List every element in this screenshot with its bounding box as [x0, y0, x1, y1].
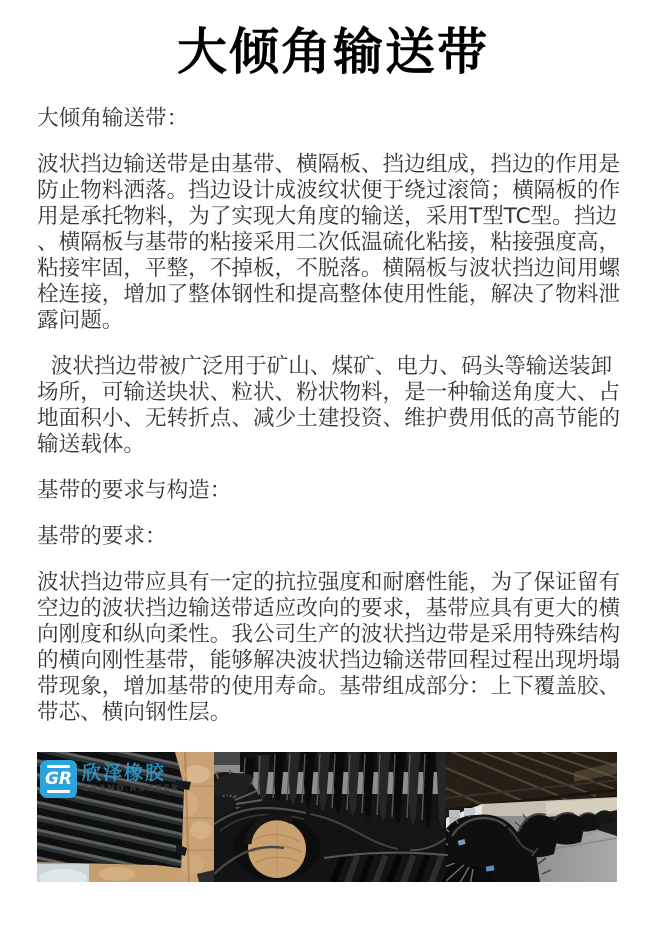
- brand-text-block: [82, 760, 180, 794]
- photo-factory-belts-row: [446, 752, 617, 882]
- intro-heading: 大倾角输送带：: [37, 106, 189, 131]
- photo-corrugated-strips-stack: [37, 752, 214, 882]
- heading-base-belt-requirements: 基带的要求：: [37, 524, 167, 549]
- brand-name-chinese: 欣泽橡胶: [82, 762, 167, 784]
- factory-illustration: [446, 752, 617, 882]
- belt-coil-illustration: [214, 752, 446, 882]
- brand-watermark: [40, 760, 180, 798]
- brand-logo-mark: [40, 760, 77, 798]
- heading-base-belt-requirements-structure: 基带的要求与构造：: [37, 478, 232, 503]
- page-title: 大倾角输送带: [177, 23, 489, 81]
- photo-sidewall-belt-coil: [214, 752, 446, 882]
- brand-name-english: GRAND RUBBER: [82, 784, 180, 794]
- article-body: [0, 106, 666, 882]
- paragraph-base-belt-details: 波状挡边带应具有一定的抗拉强度和耐磨性能，为了保证留有空边的波状挡边输送带适应改向的要求，基带应具有更大的横向刚度和纵向柔性。我公司生产的波状挡边带是采用特殊结构的横向刚性基带，能够解决波状挡边输送带回程过程出现坍塌带现象，增加基带的使用寿命。基带组成部分：上下覆盖胶、带芯、横向钢性层。: [37, 570, 621, 725]
- paragraph-applications: 波状挡边带被广泛用于矿山、煤矿、电力、码头等输送装卸场所，可输送块状、粒状、粉状物料，是一种输送角度大、占地面积小、无转折点、减少土建投资、维护费用低的高节能的输送载体。: [37, 354, 621, 457]
- brand-monogram: GR: [44, 768, 73, 789]
- photo-row: [37, 752, 628, 882]
- paragraph-belt-structure: 波状挡边输送带是由基带、横隔板、挡边组成，挡边的作用是防止物料洒落。挡边设计成波纹状便于绕过滚筒；横隔板的作用是承托物料，为了实现大角度的输送，采用T型TC型。挡边、横隔板与基带的粘接采用二次低温硫化粘接，粘接强度高，粘接牢固，平整，不掉板，不脱落。横隔板与波状挡边间用螺栓连接，增加了整体钢性和提高整体使用性能，解决了物料泄露问题。: [37, 152, 621, 333]
